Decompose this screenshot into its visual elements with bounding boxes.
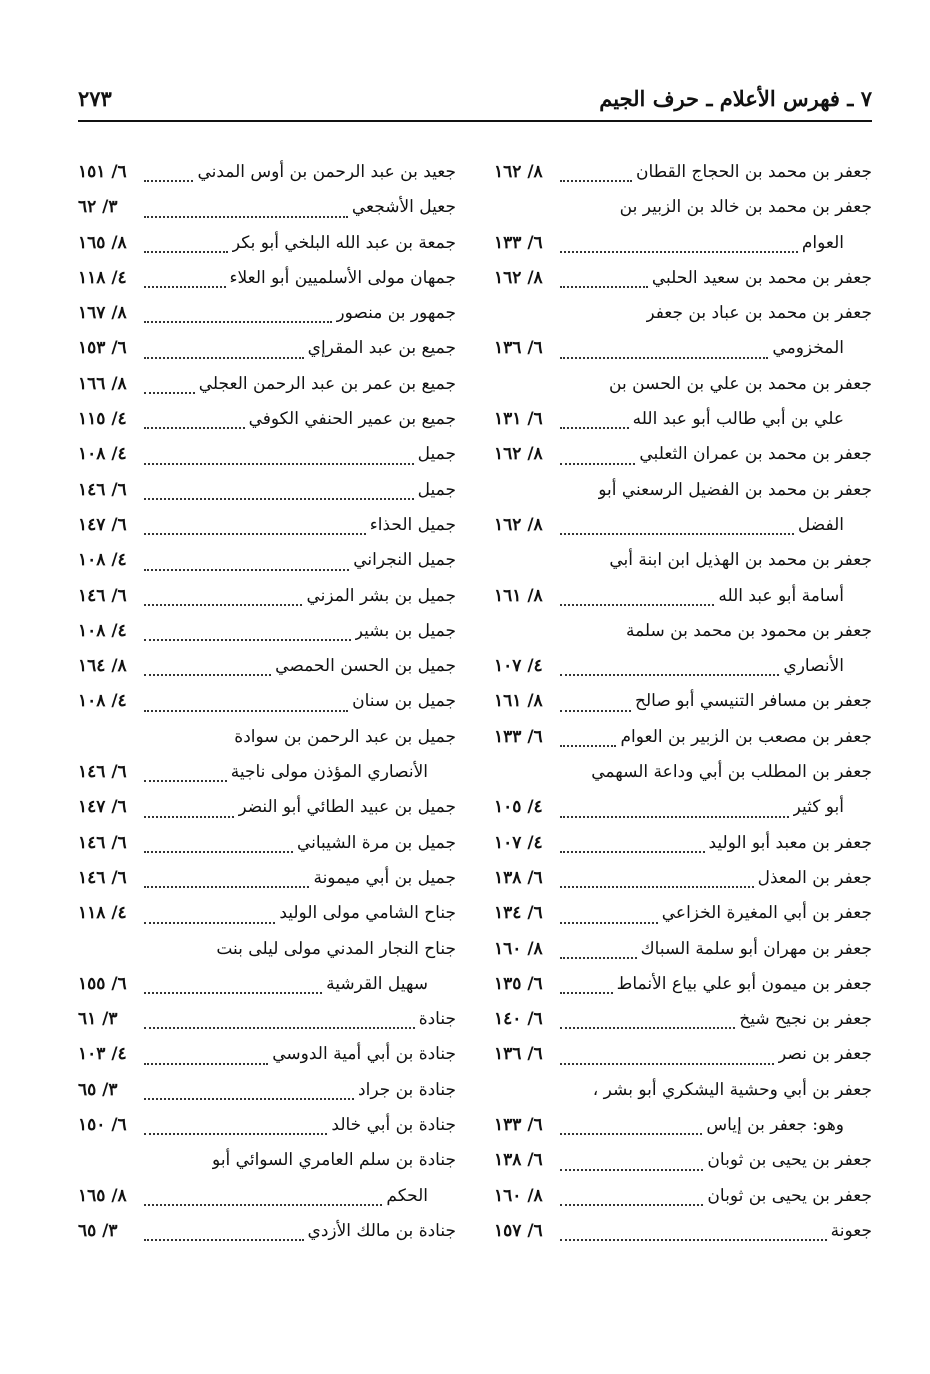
dot-leader (144, 639, 271, 676)
dot-leader (560, 427, 635, 464)
entry-reference: ٤/ ١٠٨ (78, 620, 127, 641)
dot-leader (560, 710, 616, 747)
entry-name: وهو: جعفر بن إياس (706, 1115, 844, 1136)
entry-name: أسامة أبو عبد الله (718, 585, 844, 606)
entry-reference: ٣/ ٦٥ (78, 1220, 118, 1241)
dot-leader (144, 180, 348, 217)
index-column-left (78, 155, 456, 1249)
dot-leader (560, 569, 714, 606)
entry-reference: ٦/ ١٥٣ (78, 338, 127, 359)
dot-leader (144, 886, 275, 923)
dot-leader (144, 286, 332, 323)
index-entry (78, 755, 456, 790)
dot-leader (144, 816, 293, 853)
index-entry (494, 932, 872, 967)
index-entry (78, 896, 456, 931)
dot-leader (560, 816, 705, 853)
entry-reference: ٤/ ١٠٨ (78, 691, 127, 712)
entry-name: جميع بن عمير الحنفي الكوفي (248, 409, 456, 430)
dot-leader (144, 745, 227, 782)
dot-leader (560, 674, 631, 711)
index-entry (494, 1037, 872, 1072)
index-entry (494, 1214, 872, 1249)
entry-reference: ٤/ ١١٨ (78, 267, 127, 288)
entry-reference: ٨/ ١٦٥ (78, 232, 127, 253)
entry-reference: ٣/ ٦٥ (78, 1079, 118, 1100)
entry-reference: ٦/ ١٣٣ (494, 726, 543, 747)
entry-name: جعفر بن محمد بن الهذيل ابن ابنة أبي (609, 550, 872, 571)
entry-name: جنادة بن جراد (358, 1079, 456, 1100)
dot-leader (560, 639, 779, 676)
dot-leader (560, 251, 648, 288)
entry-name: جميل النجراني (353, 550, 456, 571)
index-entry (494, 402, 872, 437)
entry-reference: ٨/ ١٦٢ (494, 444, 543, 465)
dot-leader (144, 604, 351, 641)
dot-leader (560, 1133, 703, 1170)
entry-reference: ٤/ ١٠٥ (494, 797, 543, 818)
entry-name: علي بن أبي طالب أبو عبد الله (632, 409, 844, 430)
entry-reference: ٦/ ١٣٣ (494, 1115, 543, 1136)
entry-name: جميل بن عبيد الطائي أبو النضر (238, 797, 456, 818)
entry-reference: ٨/ ١٦٢ (494, 514, 543, 535)
dot-leader (144, 251, 226, 288)
entry-name: الحكم (386, 1185, 428, 1206)
entry-reference: ٨/ ١٦٤ (78, 656, 127, 677)
entry-name: جميل بن بشر المزني (306, 585, 456, 606)
entry-reference: ٣/ ٦١ (78, 1009, 118, 1030)
page-number: ٢٧٣ (78, 86, 112, 111)
entry-name: المخزومي (772, 338, 844, 359)
entry-name: جميل بن بشير (354, 620, 456, 641)
entry-name: الفضل (797, 514, 844, 535)
index-entry (78, 190, 456, 225)
dot-leader (144, 1063, 354, 1100)
entry-reference: ٦/ ١٣٤ (494, 903, 543, 924)
index-entry (78, 1214, 456, 1249)
entry-name: جعفر بن يحيى بن ثوبان (707, 1185, 872, 1206)
entry-name: جعفر بن المطلب بن أبي وداعة السهمي (591, 762, 872, 783)
entry-name: جميل بن عبد الرحمن بن سوادة (234, 726, 456, 747)
dot-leader (560, 498, 794, 535)
entry-name: جعفر بن محمد بن علي بن الحسن بن (609, 373, 872, 394)
entry-name: جميع بن عبد المقرإي (307, 338, 456, 359)
entry-name: جمهان مولى الأسلميين أبو العلاء (229, 267, 456, 288)
entry-name: جناح النجار المدني مولى ليلى بنت (216, 938, 456, 959)
entry-reference: ٦/ ١٣٥ (494, 973, 543, 994)
index-column-right (494, 155, 872, 1249)
entry-name: جعفر بن مهران أبو سلمة السباك (640, 938, 872, 959)
entry-reference: ٦/ ١٣١ (494, 409, 543, 430)
index-entry (494, 437, 872, 472)
dot-leader (560, 780, 789, 817)
entry-reference: ٨/ ١٦٥ (78, 1185, 127, 1206)
entry-name: جعفر بن محمود بن محمد بن سلمة (625, 620, 872, 641)
entry-name: جنادة بن مالك الأزدي (307, 1220, 456, 1241)
entry-name: جنادة بن سلم العامري السوائي أبو (212, 1150, 456, 1171)
dot-leader (560, 1169, 703, 1206)
dot-leader (144, 427, 414, 464)
entry-name: جعفر بن نجيح شيخ (739, 1009, 872, 1030)
dot-leader (144, 851, 309, 888)
entry-name: جنادة بن أبي خالد (331, 1115, 456, 1136)
index-entry (494, 579, 872, 614)
entry-name: جميل (417, 444, 456, 465)
entry-name: جميع بن عمر بن عبد الرحمن العجلي (198, 373, 456, 394)
entry-reference: ٦/ ١٥٥ (78, 973, 127, 994)
index-entry (494, 226, 872, 261)
dot-leader (144, 145, 193, 182)
entry-reference: ٦/ ١٣٦ (494, 338, 543, 359)
entry-reference: ٨/ ١٦٢ (494, 267, 543, 288)
dot-leader (560, 216, 798, 253)
dot-leader (144, 1169, 382, 1206)
entry-name: جعفر بن أبي المغيرة الخزاعي (661, 903, 872, 924)
entry-reference: ٦/ ١٤٦ (78, 762, 127, 783)
entry-name: جعيد بن عبد الرحمن بن أوس المدني (197, 162, 456, 182)
entry-name: الأنصاري (783, 656, 844, 677)
entry-name: جعونة (830, 1220, 872, 1241)
entry-reference: ٦/ ١٣٦ (494, 1044, 543, 1065)
dot-leader (144, 674, 348, 711)
dot-leader (144, 392, 245, 429)
entry-name: جعفر بن محمد بن عباد بن جعفر (646, 303, 872, 324)
entry-reference: ٦/ ١٤٦ (78, 585, 127, 606)
dot-leader (560, 145, 632, 182)
index-entry (494, 684, 872, 719)
entry-name: جنادة (418, 1009, 456, 1030)
entry-reference: ٦/ ١٣٨ (494, 1150, 543, 1171)
entry-reference: ٦/ ١٤٦ (78, 832, 127, 853)
entry-name: جمهور بن منصور (336, 303, 456, 324)
entry-reference: ٨/ ١٦١ (494, 585, 543, 606)
index-entry (494, 508, 872, 543)
entry-reference: ٨/ ١٦٠ (494, 1185, 543, 1206)
dot-leader (560, 851, 754, 888)
dot-leader (144, 569, 302, 606)
entry-name: جعفر بن محمد بن خالد بن الزبير بن (619, 197, 872, 218)
entry-reference: ٦/ ١٥٧ (494, 1220, 543, 1241)
entry-reference: ٦/ ١٤٧ (78, 797, 127, 818)
entry-name: جعفر بن ميمون أبو علي بياع الأنماط (616, 973, 872, 994)
entry-name: جميل بن مرة الشيباني (296, 832, 456, 853)
entry-name: جعفر بن المعذل (757, 867, 872, 888)
dot-leader (144, 780, 234, 817)
entry-name: جعفر بن نصر (777, 1044, 872, 1065)
entry-reference: ٨/ ١٦٠ (494, 938, 543, 959)
entry-name: جعفر بن معبد أبو الوليد (708, 832, 872, 853)
entry-name: جميل (417, 479, 456, 500)
dot-leader (144, 1204, 304, 1241)
dot-leader (144, 957, 322, 994)
entry-name: العوام (801, 232, 844, 253)
dot-leader (144, 533, 349, 570)
entry-reference: ٨/ ١٦٢ (494, 162, 543, 182)
index-entry (78, 684, 456, 719)
entry-name: الأنصاري المؤذن مولى ناجية (230, 762, 428, 783)
dot-leader (560, 1204, 827, 1241)
entry-name: جميل بن سنان (352, 691, 456, 712)
index-entry (78, 367, 456, 402)
dot-leader (560, 321, 768, 358)
entry-reference: ٤/ ١٠٨ (78, 550, 127, 571)
entry-name: جمعة بن عبد الله البلخي أبو بكر (231, 232, 456, 253)
index-entry (494, 649, 872, 684)
entry-reference: ٤/ ١٠٧ (494, 832, 543, 853)
dot-leader (560, 1098, 702, 1135)
entry-name: جعفر بن محمد بن عمران الثعلبي (639, 444, 872, 465)
dot-leader (560, 392, 629, 429)
entry-name: جميل بن الحسن الحمصي (275, 656, 456, 677)
entry-reference: ٦/ ١٤٠ (494, 1009, 543, 1030)
entry-reference: ٦/ ١٣٣ (494, 232, 543, 253)
entry-reference: ٤/ ١٠٨ (78, 444, 127, 465)
entry-reference: ٦/ ١٥٠ (78, 1115, 127, 1136)
entry-reference: ٦/ ١٤٦ (78, 479, 127, 500)
entry-reference: ٤/ ١١٥ (78, 409, 127, 430)
entry-name: جعفر بن أبي وحشية اليشكري أبو بشر ، (592, 1079, 872, 1100)
dot-leader (560, 957, 613, 994)
index-entry (494, 720, 872, 755)
entry-name: جعفر بن مصعب بن الزبير بن العوام (620, 726, 872, 747)
entry-reference: ٦/ ١٣٨ (494, 867, 543, 888)
index-entry (494, 155, 872, 190)
entry-name: جعفر بن محمد بن سعيد الحلبي (651, 267, 872, 288)
index-entry (78, 226, 456, 261)
entry-name: جميل بن أبي ميمونة (313, 867, 456, 888)
entry-name: جعفر بن يحيى بن ثوبان (707, 1150, 872, 1171)
page-title: ٧ ـ فهرس الأعلام ـ حرف الجيم (599, 86, 872, 111)
index-entry (494, 367, 872, 402)
entry-name: جنادة بن أبي أمية الدوسي (272, 1044, 456, 1065)
header-rule (78, 120, 872, 122)
entry-name: سهيل القرشية (326, 973, 428, 994)
entry-reference: ٦/ ١٥١ (78, 162, 127, 182)
index-entry (78, 331, 456, 366)
dot-leader (144, 216, 228, 253)
entry-reference: ٨/ ١٦٧ (78, 303, 127, 324)
entry-reference: ٤/ ١٠٣ (78, 1044, 127, 1065)
dot-leader (560, 886, 658, 923)
entry-reference: ٨/ ١٦٦ (78, 373, 127, 394)
entry-reference: ٦/ ١٤٧ (78, 514, 127, 535)
entry-reference: ٦/ ١٤٦ (78, 867, 127, 888)
entry-reference: ٤/ ١٠٧ (494, 656, 543, 677)
index-entry (494, 861, 872, 896)
entry-reference: ٨/ ١٦١ (494, 691, 543, 712)
dot-leader (560, 1027, 774, 1064)
index-entry (494, 331, 872, 366)
entry-name: جعفر بن محمد بن الفضيل الرسعني أبو (598, 479, 872, 500)
entry-name: جناح الشامي مولى الوليد (279, 903, 456, 924)
entry-name: أبو كثير (792, 797, 844, 818)
page-header (78, 86, 872, 120)
index-entry (494, 261, 872, 296)
dot-leader (560, 922, 637, 959)
entry-name: جميل الحذاء (369, 514, 456, 535)
entry-name: جعيل الأشجعي (351, 197, 456, 218)
dot-leader (144, 498, 366, 535)
index-entry (78, 1108, 456, 1143)
dot-leader (144, 992, 415, 1029)
dot-leader (144, 1098, 327, 1135)
index-entry (78, 720, 456, 755)
entry-name: جعفر بن مسافر التنيسي أبو صالح (635, 691, 872, 712)
entry-reference: ٤/ ١١٨ (78, 903, 127, 924)
dot-leader (560, 992, 735, 1029)
dot-leader (144, 463, 414, 500)
entry-name: جعفر بن محمد بن الحجاج القطان (636, 162, 872, 182)
dot-leader (144, 1027, 268, 1064)
dot-leader (144, 357, 195, 394)
entry-reference: ٣/ ٦٢ (78, 197, 118, 218)
index-entry (494, 896, 872, 931)
dot-leader (144, 321, 304, 358)
